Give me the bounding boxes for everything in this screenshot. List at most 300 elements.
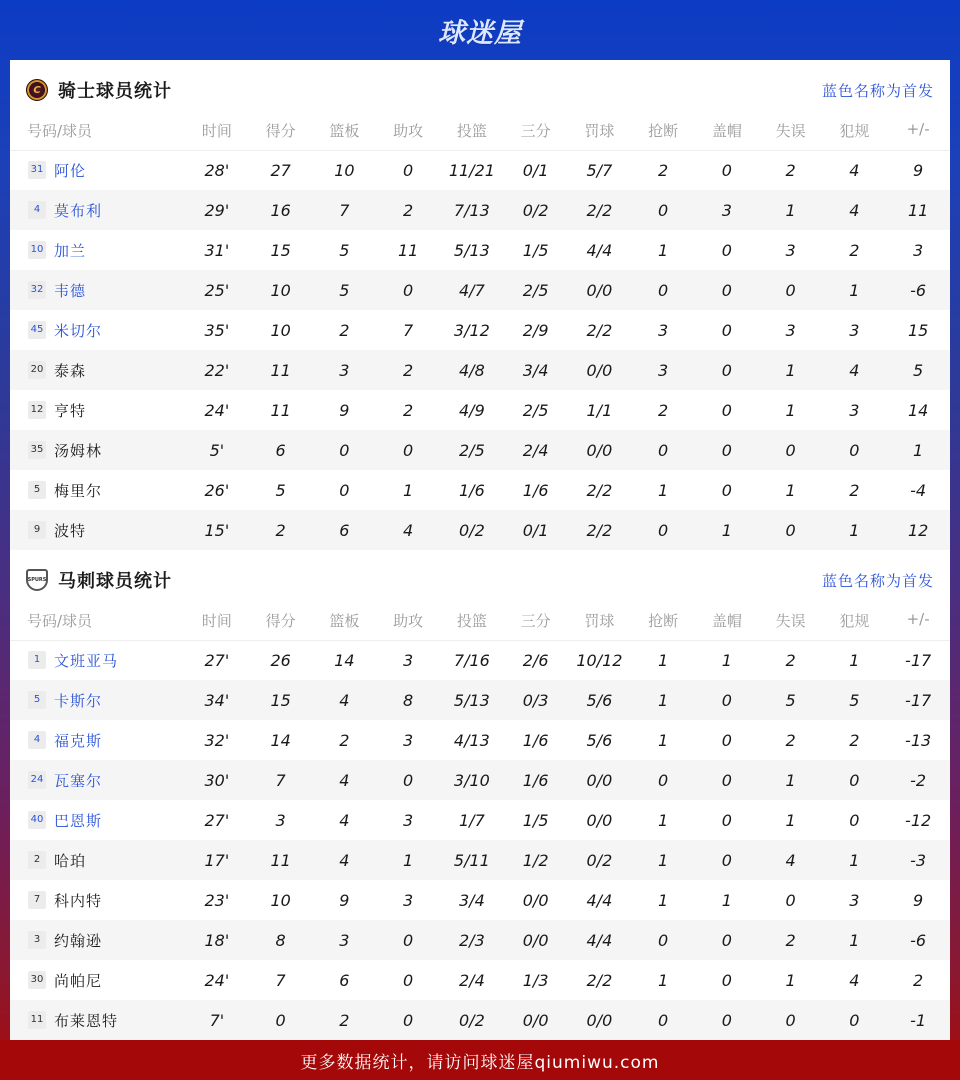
stat-rebounds: 2: [339, 730, 350, 750]
player-cell: [10, 920, 185, 960]
brand-name: 球迷屋: [438, 17, 522, 49]
stat-free-throws: 4/4: [586, 240, 613, 260]
stat-minutes: 7': [209, 1010, 225, 1030]
stat-rebounds: 6: [339, 970, 350, 990]
player-cell: [10, 310, 185, 350]
top-banner: [0, 0, 960, 60]
jersey-number-badge: 31: [28, 161, 46, 179]
player-cell: [10, 230, 185, 270]
jersey-number-badge: 10: [28, 241, 46, 259]
stat-assists: 3: [403, 730, 414, 750]
stat-minutes: 15': [204, 520, 230, 540]
player-row[interactable]: [10, 800, 950, 840]
stat-fouls: 1: [849, 280, 860, 300]
stat-steals: 2: [658, 400, 669, 420]
stat-assists: 0: [403, 930, 414, 950]
stat-points: 10: [270, 890, 291, 910]
stat-fouls: 3: [849, 320, 860, 340]
player-name-link[interactable]: 米切尔: [54, 321, 103, 340]
player-row[interactable]: [10, 270, 950, 310]
stat-assists: 2: [403, 200, 414, 220]
stat-fouls: 2: [849, 480, 860, 500]
stat-assists: 3: [403, 810, 414, 830]
stat-points: 14: [270, 730, 291, 750]
player-name-link[interactable]: 亨特: [54, 401, 87, 420]
player-cell: [10, 1000, 185, 1040]
stat-turnovers: 1: [785, 360, 796, 380]
stat-rebounds: 4: [339, 770, 350, 790]
stat-steals: 0: [658, 520, 669, 540]
stat-three-pointers: 2/5: [522, 280, 549, 300]
stat-free-throws: 2/2: [586, 520, 613, 540]
stat-three-pointers: 2/5: [522, 400, 549, 420]
stat-three-pointers: 0/0: [522, 930, 549, 950]
player-cell: [10, 150, 185, 190]
stat-points: 0: [275, 1010, 286, 1030]
player-name-link[interactable]: 瓦塞尔: [54, 771, 103, 790]
stat-minutes: 24': [204, 970, 230, 990]
stat-assists: 0: [403, 280, 414, 300]
player-row[interactable]: [10, 720, 950, 760]
stat-steals: 0: [658, 1010, 669, 1030]
stat-points: 10: [270, 280, 291, 300]
stat-minutes: 34': [204, 690, 230, 710]
player-name-link[interactable]: 阿伦: [54, 161, 87, 180]
stat-rebounds: 9: [339, 890, 350, 910]
player-row[interactable]: [10, 190, 950, 230]
stat-turnovers: 0: [785, 1010, 796, 1030]
stat-rebounds: 9: [339, 400, 350, 420]
stat-plus-minus: 12: [907, 520, 929, 540]
stat-plus-minus: -6: [910, 280, 927, 300]
player-name-link[interactable]: 文班亚马: [54, 651, 119, 670]
player-row[interactable]: [10, 510, 950, 550]
stat-free-throws: 0/0: [586, 1010, 613, 1030]
stat-fouls: 0: [849, 770, 860, 790]
player-cell: [10, 880, 185, 920]
stat-points: 10: [270, 320, 291, 340]
column-header-free-throws: 罚球: [568, 120, 632, 150]
stat-blocks: 0: [721, 930, 732, 950]
stat-fouls: 1: [849, 930, 860, 950]
stat-turnovers: 0: [785, 520, 796, 540]
player-row[interactable]: [10, 920, 950, 960]
stat-three-pointers: 1/6: [522, 480, 549, 500]
stat-points: 26: [270, 650, 291, 670]
player-name-link[interactable]: 汤姆林: [54, 441, 103, 460]
stat-three-pointers: 3/4: [522, 360, 549, 380]
stat-plus-minus: -12: [905, 810, 932, 830]
column-header-minutes: 时间: [185, 120, 249, 150]
column-header-field-goals: 投篮: [440, 120, 504, 150]
stat-minutes: 32': [204, 730, 230, 750]
brand-logo: [438, 11, 522, 50]
stat-steals: 1: [658, 850, 669, 870]
player-rows: [10, 150, 950, 550]
player-stats-table: [10, 120, 950, 550]
stat-minutes: 35': [204, 320, 230, 340]
stat-three-pointers: 0/0: [522, 890, 549, 910]
stat-field-goals: 5/11: [453, 850, 490, 870]
stat-free-throws: 0/0: [586, 440, 613, 460]
stat-field-goals: 7/13: [453, 200, 490, 220]
column-header-minutes: 时间: [185, 610, 249, 640]
stat-blocks: 0: [721, 160, 732, 180]
stat-turnovers: 2: [785, 730, 796, 750]
stat-assists: 3: [403, 890, 414, 910]
player-row[interactable]: [10, 840, 950, 880]
stat-blocks: 0: [721, 690, 732, 710]
player-cell: [10, 510, 185, 550]
stat-minutes: 24': [204, 400, 230, 420]
stat-turnovers: 1: [785, 770, 796, 790]
stat-blocks: 1: [721, 650, 732, 670]
stat-assists: 4: [403, 520, 414, 540]
jersey-number-badge: 11: [28, 1011, 46, 1029]
stat-turnovers: 2: [785, 930, 796, 950]
stat-rebounds: 3: [339, 930, 350, 950]
spurs-logo-icon: SPURS: [26, 569, 48, 591]
column-header-assists: 助攻: [376, 610, 440, 640]
stat-rebounds: 0: [339, 440, 350, 460]
stat-points: 7: [275, 970, 286, 990]
stat-assists: 2: [403, 400, 414, 420]
stat-turnovers: 0: [785, 890, 796, 910]
stat-turnovers: 2: [785, 160, 796, 180]
player-cell: [10, 470, 185, 510]
stat-steals: 1: [658, 970, 669, 990]
column-header-fouls: 犯规: [823, 610, 887, 640]
player-row[interactable]: [10, 390, 950, 430]
stat-plus-minus: 11: [907, 200, 929, 220]
stat-plus-minus: -3: [910, 850, 927, 870]
jersey-number-badge: 12: [28, 401, 46, 419]
stat-field-goals: 3/10: [453, 770, 490, 790]
stat-steals: 0: [658, 770, 669, 790]
stat-minutes: 22': [204, 360, 230, 380]
stat-points: 15: [270, 240, 291, 260]
player-row[interactable]: [10, 1000, 950, 1040]
stat-turnovers: 4: [785, 850, 796, 870]
stat-fouls: 2: [849, 730, 860, 750]
stat-plus-minus: -6: [910, 930, 927, 950]
stat-fouls: 0: [849, 1010, 860, 1030]
stat-three-pointers: 0/2: [522, 200, 549, 220]
stat-rebounds: 5: [339, 240, 350, 260]
stat-rebounds: 7: [339, 200, 350, 220]
stat-three-pointers: 1/5: [522, 240, 549, 260]
stat-blocks: 1: [721, 890, 732, 910]
player-name-link[interactable]: 约翰逊: [54, 931, 103, 950]
player-row[interactable]: [10, 150, 950, 190]
stat-steals: 3: [658, 360, 669, 380]
panel-header: [10, 550, 950, 610]
stat-field-goals: 0/2: [459, 1010, 485, 1030]
stat-free-throws: 2/2: [586, 970, 613, 990]
stat-points: 8: [275, 930, 286, 950]
stat-free-throws: 0/0: [586, 360, 613, 380]
player-name-link[interactable]: 巴恩斯: [54, 811, 103, 830]
column-header-three-pointers: 三分: [504, 120, 568, 150]
stat-blocks: 0: [721, 1010, 732, 1030]
stat-free-throws: 2/2: [586, 480, 613, 500]
player-name-link[interactable]: 布莱恩特: [54, 1011, 119, 1030]
jersey-number-badge: 40: [28, 811, 46, 829]
jersey-number-badge: 9: [28, 521, 46, 539]
team-stats-panel-cavaliers: [10, 60, 950, 550]
stat-fouls: 1: [849, 850, 860, 870]
player-row[interactable]: [10, 310, 950, 350]
stat-fouls: 4: [849, 160, 860, 180]
stat-plus-minus: 9: [913, 890, 924, 910]
player-cell: [10, 350, 185, 390]
stat-fouls: 2: [849, 240, 860, 260]
column-header-three-pointers: 三分: [504, 610, 568, 640]
stat-points: 7: [275, 770, 286, 790]
stat-three-pointers: 0/3: [522, 690, 549, 710]
jersey-number-badge: 3: [28, 931, 46, 949]
stat-plus-minus: 5: [913, 360, 924, 380]
stat-turnovers: 0: [785, 280, 796, 300]
player-cell: [10, 840, 185, 880]
player-cell: [10, 390, 185, 430]
stat-free-throws: 0/0: [586, 770, 613, 790]
stat-points: 2: [275, 520, 286, 540]
stat-fouls: 4: [849, 970, 860, 990]
player-name-link[interactable]: 哈珀: [54, 851, 87, 870]
player-name-link[interactable]: 卡斯尔: [54, 691, 103, 710]
stat-three-pointers: 2/4: [522, 440, 549, 460]
stat-fouls: 4: [849, 360, 860, 380]
column-header-steals: 抢断: [631, 610, 695, 640]
stat-rebounds: 6: [339, 520, 350, 540]
stat-three-pointers: 2/9: [522, 320, 549, 340]
player-row[interactable]: [10, 960, 950, 1000]
stat-minutes: 29': [204, 200, 230, 220]
stat-turnovers: 1: [785, 810, 796, 830]
stat-assists: 1: [403, 480, 414, 500]
player-name-link[interactable]: 科内特: [54, 891, 103, 910]
stat-minutes: 23': [204, 890, 230, 910]
jersey-number-badge: 4: [28, 731, 46, 749]
stat-free-throws: 2/2: [586, 200, 613, 220]
stat-rebounds: 2: [339, 320, 350, 340]
stat-fouls: 0: [849, 810, 860, 830]
column-header-player: 号码/球员: [10, 610, 185, 640]
player-cell: [10, 760, 185, 800]
stat-free-throws: 2/2: [586, 320, 613, 340]
stat-points: 11: [270, 850, 291, 870]
player-row[interactable]: [10, 680, 950, 720]
stat-assists: 1: [403, 850, 414, 870]
stat-field-goals: 4/13: [453, 730, 490, 750]
stat-three-pointers: 0/1: [522, 160, 549, 180]
stat-steals: 0: [658, 440, 669, 460]
stat-blocks: 0: [721, 770, 732, 790]
player-cell: [10, 800, 185, 840]
stat-blocks: 0: [721, 240, 732, 260]
player-row[interactable]: [10, 430, 950, 470]
player-row[interactable]: [10, 470, 950, 510]
jersey-number-badge: 24: [28, 771, 46, 789]
stat-steals: 1: [658, 650, 669, 670]
jersey-number-badge: 1: [28, 651, 46, 669]
stat-free-throws: 0/2: [586, 850, 613, 870]
column-header-plus-minus: +/-: [886, 120, 950, 150]
team-stats-panel-spurs: [10, 550, 950, 1040]
player-cell: [10, 640, 185, 680]
stat-blocks: 0: [721, 280, 732, 300]
stat-points: 3: [275, 810, 286, 830]
stat-blocks: 3: [721, 200, 732, 220]
stat-steals: 1: [658, 810, 669, 830]
stat-plus-minus: -17: [905, 650, 932, 670]
stat-points: 15: [270, 690, 291, 710]
stat-plus-minus: -1: [910, 1010, 927, 1030]
stat-points: 27: [270, 160, 291, 180]
player-cell: [10, 960, 185, 1000]
stat-steals: 2: [658, 160, 669, 180]
stat-field-goals: 1/7: [459, 810, 485, 830]
stat-rebounds: 4: [339, 690, 350, 710]
stat-free-throws: 4/4: [586, 930, 613, 950]
stat-turnovers: 1: [785, 200, 796, 220]
stat-fouls: 1: [849, 650, 860, 670]
stat-rebounds: 14: [334, 650, 355, 670]
player-row[interactable]: [10, 230, 950, 270]
stat-minutes: 18': [204, 930, 230, 950]
stat-steals: 1: [658, 730, 669, 750]
stat-fouls: 5: [849, 690, 860, 710]
stat-turnovers: 3: [785, 320, 796, 340]
stat-assists: 0: [403, 440, 414, 460]
stat-three-pointers: 1/5: [522, 810, 549, 830]
stat-free-throws: 1/1: [586, 400, 613, 420]
stat-fouls: 3: [849, 400, 860, 420]
stat-steals: 1: [658, 240, 669, 260]
stat-turnovers: 0: [785, 440, 796, 460]
stat-turnovers: 1: [785, 480, 796, 500]
stat-three-pointers: 1/6: [522, 730, 549, 750]
stat-plus-minus: 1: [913, 440, 924, 460]
stat-free-throws: 4/4: [586, 890, 613, 910]
player-cell: [10, 270, 185, 310]
stat-fouls: 0: [849, 440, 860, 460]
stat-blocks: 0: [721, 730, 732, 750]
stat-plus-minus: 9: [913, 160, 924, 180]
player-row[interactable]: [10, 640, 950, 680]
player-name-link[interactable]: 梅里尔: [54, 481, 103, 500]
column-header-points: 得分: [249, 120, 313, 150]
player-name-link[interactable]: 波特: [54, 521, 87, 540]
column-header-player: 号码/球员: [10, 120, 185, 150]
stat-assists: 0: [403, 770, 414, 790]
stat-rebounds: 4: [339, 810, 350, 830]
stat-blocks: 0: [721, 850, 732, 870]
stat-rebounds: 2: [339, 1010, 350, 1030]
stat-three-pointers: 0/0: [522, 1010, 549, 1030]
stat-minutes: 30': [204, 770, 230, 790]
player-name-link[interactable]: 泰森: [54, 361, 87, 380]
stat-field-goals: 1/6: [459, 480, 485, 500]
cavaliers-logo-icon: C: [26, 79, 48, 101]
stat-plus-minus: 3: [913, 240, 924, 260]
stat-blocks: 0: [721, 440, 732, 460]
jersey-number-badge: 35: [28, 441, 46, 459]
player-row[interactable]: [10, 760, 950, 800]
stat-plus-minus: -2: [910, 770, 927, 790]
stat-three-pointers: 1/2: [522, 850, 549, 870]
player-name-link[interactable]: 莫布利: [54, 201, 103, 220]
stat-points: 11: [270, 360, 291, 380]
stat-free-throws: 5/6: [586, 730, 613, 750]
stat-assists: 8: [403, 690, 414, 710]
starter-legend-note: 蓝色名称为首发: [821, 572, 934, 590]
player-name-link[interactable]: 加兰: [54, 241, 87, 260]
stat-fouls: 3: [849, 890, 860, 910]
column-header-assists: 助攻: [376, 120, 440, 150]
stat-assists: 7: [403, 320, 414, 340]
stat-minutes: 27': [204, 810, 230, 830]
stat-field-goals: 2/5: [459, 440, 485, 460]
player-cell: [10, 430, 185, 470]
stat-rebounds: 10: [334, 160, 355, 180]
player-stats-table: [10, 610, 950, 1040]
player-name-link[interactable]: 福克斯: [54, 731, 103, 750]
panel-title: 马刺球员统计: [58, 571, 172, 592]
jersey-number-badge: 32: [28, 281, 46, 299]
stat-turnovers: 3: [785, 240, 796, 260]
stat-minutes: 5': [209, 440, 225, 460]
footer-banner: [0, 1040, 960, 1080]
stat-rebounds: 4: [339, 850, 350, 870]
stat-three-pointers: 0/1: [522, 520, 549, 540]
stat-blocks: 0: [721, 970, 732, 990]
stat-three-pointers: 1/3: [522, 970, 549, 990]
column-header-fouls: 犯规: [823, 120, 887, 150]
stat-rebounds: 5: [339, 280, 350, 300]
stat-field-goals: 5/13: [453, 240, 490, 260]
stat-blocks: 1: [721, 520, 732, 540]
column-header-blocks: 盖帽: [695, 610, 759, 640]
table-header-row: [10, 120, 950, 150]
jersey-number-badge: 45: [28, 321, 46, 339]
player-rows: [10, 640, 950, 1040]
stat-points: 16: [270, 200, 291, 220]
stat-field-goals: 2/3: [459, 930, 485, 950]
player-row[interactable]: [10, 880, 950, 920]
column-header-plus-minus: +/-: [886, 610, 950, 640]
stat-assists: 0: [403, 160, 414, 180]
stat-turnovers: 5: [785, 690, 796, 710]
stat-fouls: 4: [849, 200, 860, 220]
stat-free-throws: 5/7: [586, 160, 613, 180]
starter-legend-note: 蓝色名称为首发: [821, 82, 934, 100]
stat-field-goals: 5/13: [453, 690, 490, 710]
column-header-rebounds: 篮板: [313, 610, 377, 640]
column-header-blocks: 盖帽: [695, 120, 759, 150]
stat-field-goals: 3/12: [453, 320, 490, 340]
player-name-link[interactable]: 韦德: [54, 281, 87, 300]
column-header-turnovers: 失误: [759, 610, 823, 640]
stat-minutes: 28': [204, 160, 230, 180]
stat-assists: 2: [403, 360, 414, 380]
player-row[interactable]: [10, 350, 950, 390]
stat-field-goals: 7/16: [453, 650, 490, 670]
player-name-link[interactable]: 尚帕尼: [54, 971, 103, 990]
column-header-turnovers: 失误: [759, 120, 823, 150]
stat-rebounds: 0: [339, 480, 350, 500]
